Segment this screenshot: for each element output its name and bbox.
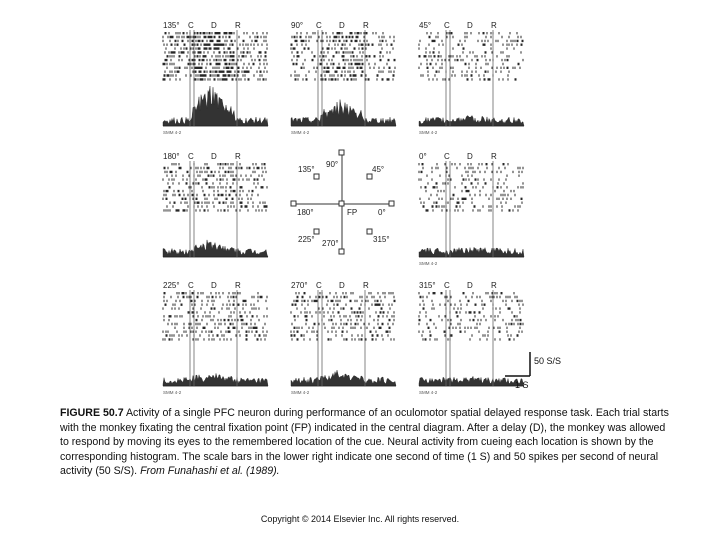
panel-event-label: C [188,21,194,30]
label-180: 180° [297,208,314,217]
caption-citation: From Funahashi et al. (1989). [140,465,280,478]
caption-text: Activity of a single PFC neuron during performance of an oculomotor spatial delayed response task. Each trial starts with the monkey fixating the central fixation point (FP) indicated in the central diagram. After a delay (D), the monkey was allowed to respond by moving its eyes to the remembered location of the cue. Neural activity from cueing each location is shown by the corresponding histogram. The scale bars in the lower right indicate one second of time (1 S) and 50 spikes per second of neural activity (50 S/S). [60,407,669,478]
panel-event-label: R [235,21,241,30]
central-diagram [291,150,394,254]
panel-angle-label: 270° [291,281,308,290]
scale-time-label: 1 S [515,380,529,390]
label-0: 0° [378,208,386,217]
panel-135 [163,21,268,135]
panel-angle-label: 180° [163,152,180,161]
panel-event-label: D [211,152,217,161]
panel-event-label: C [188,152,194,161]
target-0 [389,201,394,206]
panel-event-label: R [491,21,497,30]
label-270: 270° [322,239,339,248]
panel-angle-label: 90° [291,21,304,30]
panel-event-label: D [339,281,345,290]
panel-angle-label: 0° [419,152,427,161]
caption-label: FIGURE 50.7 [60,407,124,419]
panel-event-label: R [491,152,497,161]
panel-90 [291,21,396,135]
target-45 [367,174,372,179]
panel-event-label: R [235,281,241,290]
panel-270 [291,281,396,395]
panel-code-label: SMM 4-2 [419,390,438,395]
copyright-notice: Copyright © 2014 Elsevier Inc. All rights reserved. [260,514,460,524]
fixation-point [339,201,344,206]
figure-caption [60,406,670,479]
panel-angle-label: 135° [163,21,180,30]
label-315: 315° [373,235,390,244]
target-135 [314,174,319,179]
panel-event-label: D [467,281,473,290]
panel-180 [163,152,268,257]
panel-225 [163,281,268,395]
panel-angle-label: 225° [163,281,180,290]
panel-event-label: C [444,21,450,30]
panel-event-label: D [467,152,473,161]
panel-code-label: SMM 4-2 [419,261,438,266]
label-225: 225° [298,235,315,244]
panel-event-label: D [211,21,217,30]
target-315 [367,229,372,234]
panel-event-label: D [467,21,473,30]
panel-0 [419,152,524,266]
panel-45 [419,21,524,135]
label-135: 135° [298,165,315,174]
label-45: 45° [372,165,385,174]
label-fp: FP [347,208,358,217]
panel-event-label: C [444,281,450,290]
panel-event-label: C [188,281,194,290]
panel-code-label: SMM 4-2 [163,130,182,135]
panel-event-label: C [316,21,322,30]
panel-event-label: D [339,21,345,30]
panel-event-label: D [211,281,217,290]
target-90 [339,150,344,155]
panel-315 [419,281,524,395]
panel-code-label: SMM 4-2 [419,130,438,135]
panel-angle-label: 315° [419,281,436,290]
label-90: 90° [326,160,339,169]
target-180 [291,201,296,206]
panel-event-label: R [235,152,241,161]
panel-event-label: R [363,281,369,290]
panel-code-label: SMM 4-2 [163,390,182,395]
panel-code-label: SMM 4-2 [291,130,310,135]
panel-event-label: C [316,281,322,290]
target-270 [339,249,344,254]
panel-event-label: R [363,21,369,30]
panel-event-label: C [444,152,450,161]
panel-event-label: R [491,281,497,290]
target-225 [314,229,319,234]
panel-code-label: SMM 4-2 [291,390,310,395]
panel-angle-label: 45° [419,21,432,30]
scale-rate-label: 50 S/S [534,356,562,366]
